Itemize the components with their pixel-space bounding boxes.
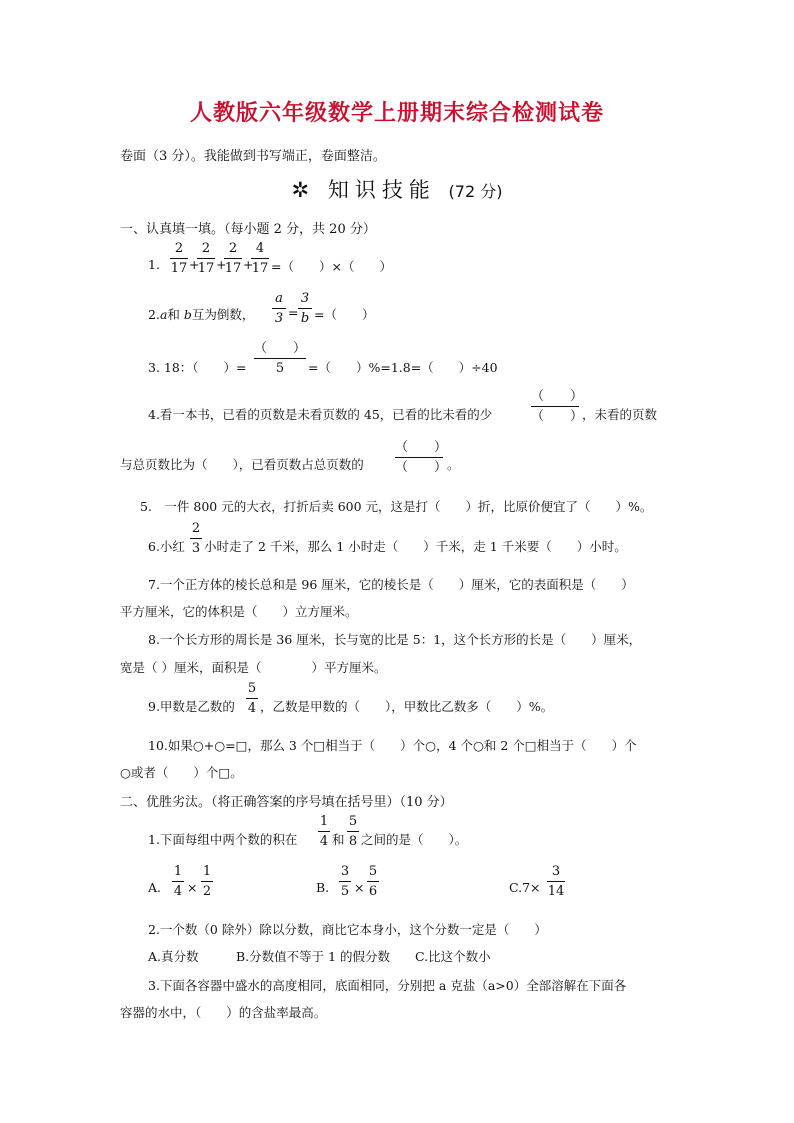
- flower-icon: ✲: [291, 178, 316, 202]
- mc1-fraction-5-8: 5 8: [348, 814, 358, 849]
- mc1-option-b-frac-2: 5 6: [368, 864, 378, 899]
- q4-fraction-2: （ ） （ ）: [395, 440, 448, 475]
- q3-tail: =（ ）%=1.8=（ ）÷40: [308, 360, 498, 375]
- q1-fraction-1: 2 17: [170, 241, 188, 276]
- q2-tail: =（ ）: [314, 307, 375, 322]
- mc1-option-b-label: B.: [316, 880, 330, 895]
- q5-text: 5. 一件 800 元的大衣，打折后卖 600 元，这是打（ ）折，比原价便宜了（ ）%。: [140, 499, 653, 514]
- section-points: (72 分): [448, 182, 503, 201]
- section-title: 知识技能: [327, 178, 436, 202]
- q8-line1: 8.一个长方形的周长是 36 厘米，长与宽的比是 5：1，这个长方形的长是（ ）厘米，: [148, 632, 642, 647]
- mc1-option-a-times: ×: [187, 880, 198, 895]
- q10-line1: 10.如果○+○=□，那么 3 个□相当于（ ）个○，4 个○和 2 个□相当于（ ）个: [148, 738, 637, 753]
- q6-tail: 小时走了 2 千米，那么 1 小时走（ ）千米，走 1 千米要（ ）小时。: [204, 539, 627, 554]
- mc2-options: A.真分数 B.分数值不等于 1 的假分数 C.比这个数小: [148, 949, 491, 964]
- q1-plus-1: +: [189, 257, 200, 272]
- q8-line2: 宽是（ ）厘米，面积是（ ）平方厘米。: [120, 660, 387, 675]
- q4-line2-tail: 。: [447, 457, 460, 472]
- q6-head: 6.小红: [148, 539, 185, 554]
- q2-equals: =: [288, 305, 299, 320]
- q4-fraction-1: （ ） （ ）: [531, 389, 584, 424]
- section-heading: [0, 174, 794, 204]
- part1-heading: 一、认真填一填。（每小题 2 分，共 20 分）: [120, 222, 376, 237]
- q1-label: 1.: [148, 257, 160, 272]
- mc1-head: 1.下面每组中两个数的积在: [148, 832, 298, 847]
- mc1-and: 和: [332, 832, 345, 847]
- mc3-line2: 容器的水中，（ ）的含盐率最高。: [120, 1005, 327, 1020]
- q2-fraction-3-over-b: 3 b: [298, 292, 312, 325]
- neatness-note: 卷面（3 分）。我能做到书写端正，卷面整洁。: [120, 149, 386, 164]
- mc1-option-a-frac-1: 1 4: [173, 864, 183, 899]
- mc1-option-a-label: A.: [148, 880, 162, 895]
- mc1-tail: 之间的是（ ）。: [361, 832, 468, 847]
- q7-line1: 7.一个正方体的棱长总和是 96 厘米，它的棱长是（ ）厘米，它的表面积是（ ）: [148, 577, 634, 592]
- page-title: 人教版六年级数学上册期末综合检测试卷: [189, 101, 604, 126]
- q1-tail: =（ ）×（ ）: [271, 259, 392, 274]
- q1-fraction-4: 4 17: [251, 241, 269, 276]
- mc2-text: 2.一个数（0 除外）除以分数，商比它本身小，这个分数一定是（ ）: [148, 922, 547, 937]
- q4-line2: 与总页数比为（ ），已看页数占总页数的: [120, 457, 364, 472]
- q10-line2: ○或者（ ）个□。: [120, 765, 243, 780]
- mc1-option-c-label: C.7×: [509, 880, 541, 895]
- q1-plus-2: +: [216, 257, 227, 272]
- mc1-option-a-frac-2: 1 2: [202, 864, 212, 899]
- q6-fraction: 2 3: [191, 521, 201, 556]
- q9-head: 9.甲数是乙数的: [148, 699, 235, 714]
- q3-head: 3. 18：（ ）=: [148, 360, 247, 375]
- q4-line1-tail: ，未看的页数: [582, 407, 658, 422]
- q7-line2: 平方厘米，它的体积是（ ）立方厘米。: [120, 604, 358, 619]
- part2-heading: 二、优胜劣汰。（将正确答案的序号填在括号里）（10 分）: [120, 795, 453, 810]
- q2-fraction-a-over-3: a 3: [272, 292, 286, 325]
- q3-fraction: （ ） 5: [254, 341, 307, 376]
- q1-fraction-2: 2 17: [197, 241, 215, 276]
- mc1-option-c-frac: 3 14: [547, 864, 565, 899]
- q1-fraction-3: 2 17: [224, 241, 242, 276]
- mc3-line1: 3.下面各容器中盛水的高度相同，底面相同，分别把 a 克盐（a>0）全部溶解在下面各: [148, 978, 627, 993]
- q9-tail: ，乙数是甲数的（ ），甲数比乙数多（ ）%。: [260, 699, 554, 714]
- q1-plus-3: +: [243, 257, 254, 272]
- mc1-option-b-times: ×: [354, 880, 365, 895]
- q4-line1: 4.看一本书，已看的页数是未看页数的 45，已看的比未看的少: [148, 407, 493, 422]
- mc1-fraction-1-4: 1 4: [319, 814, 329, 849]
- q2-label: 2.a和 b互为倒数，: [148, 307, 255, 322]
- q9-fraction: 5 4: [247, 681, 257, 716]
- mc1-option-b-frac-1: 3 5: [340, 864, 350, 899]
